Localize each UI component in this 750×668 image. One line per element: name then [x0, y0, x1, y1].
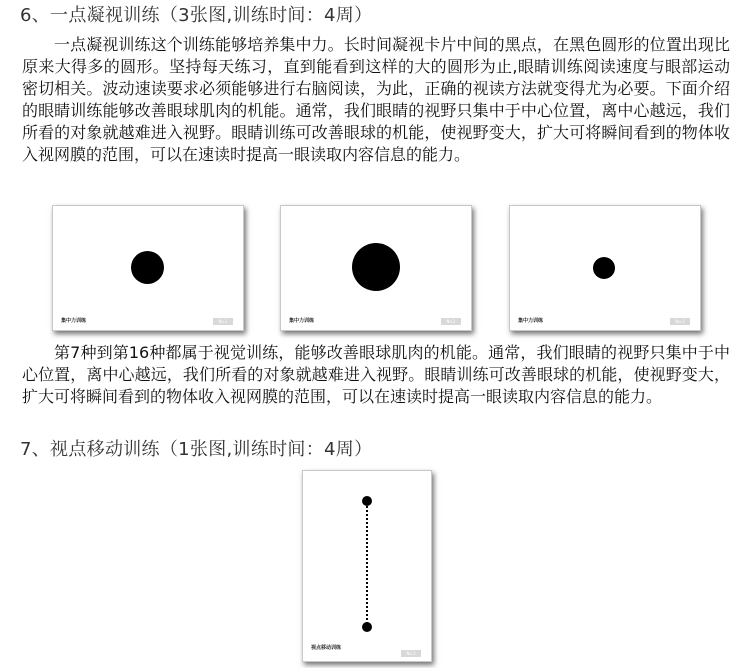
section-7-heading: 7、视点移动训练（1张图,训练时间：4周）	[20, 439, 373, 460]
focus-card-2	[280, 205, 472, 331]
card-number-badge: No.1	[401, 650, 421, 657]
top-dot	[362, 496, 372, 506]
focus-card-1	[52, 205, 244, 331]
focus-dot	[352, 243, 400, 291]
card-label: 集中力训练	[518, 318, 544, 324]
card-label: 视点移动训练	[311, 645, 342, 651]
card-label: 集中力训练	[61, 318, 87, 324]
focus-card-3	[509, 205, 701, 331]
visual-training-paragraph: 第7种到第16种都属于视觉训练，能够改善眼球肌肉的机能。通常，我们眼睛的视野只集中于中心位置，离中心越远，我们所看的对象就越难进入视野。眼睛训练可改善眼球的机能，使视野变大，扩大可将瞬间看到的物体收入视网膜的范围，可以在速读时提高一眼读取内容信息的能力。	[22, 343, 730, 406]
section-6-heading: 6、一点凝视训练（3张图,训练时间：4周）	[20, 5, 373, 26]
section-6-paragraph: 一点凝视训练这个训练能够培养集中力。长时间凝视卡片中间的黑点，在黑色圆形的位置出现比原来大得多的圆形。坚持每天练习，直到能看到这样的大的圆形为止,眼睛训练阅读速度与眼部运动密切相关。波动速读要求必须能够进行右脑阅读，为此，正确的视读方法就变得尤为必要。下面介绍的眼睛训练能够改善眼球肌肉的机能。通常，我们眼睛的视野只集中于中心位置，离中心越远，我们所看的对象就越难进入视野。眼睛训练可改善眼球的机能，使视野变大，扩大可将瞬间看到的物体收入视网膜的范围，可以在速读时提高一眼读取内容信息的能力。	[22, 35, 730, 164]
bottom-dot	[362, 622, 372, 632]
card-number-badge: No.1	[213, 318, 233, 325]
focus-dot	[593, 257, 615, 279]
eye-movement-card	[302, 470, 432, 662]
card-number-badge: No.3	[670, 318, 690, 325]
card-label: 集中力训练	[289, 318, 315, 324]
dotted-track-line	[366, 502, 368, 628]
focus-dot	[131, 251, 164, 284]
card-number-badge: No.2	[441, 318, 461, 325]
